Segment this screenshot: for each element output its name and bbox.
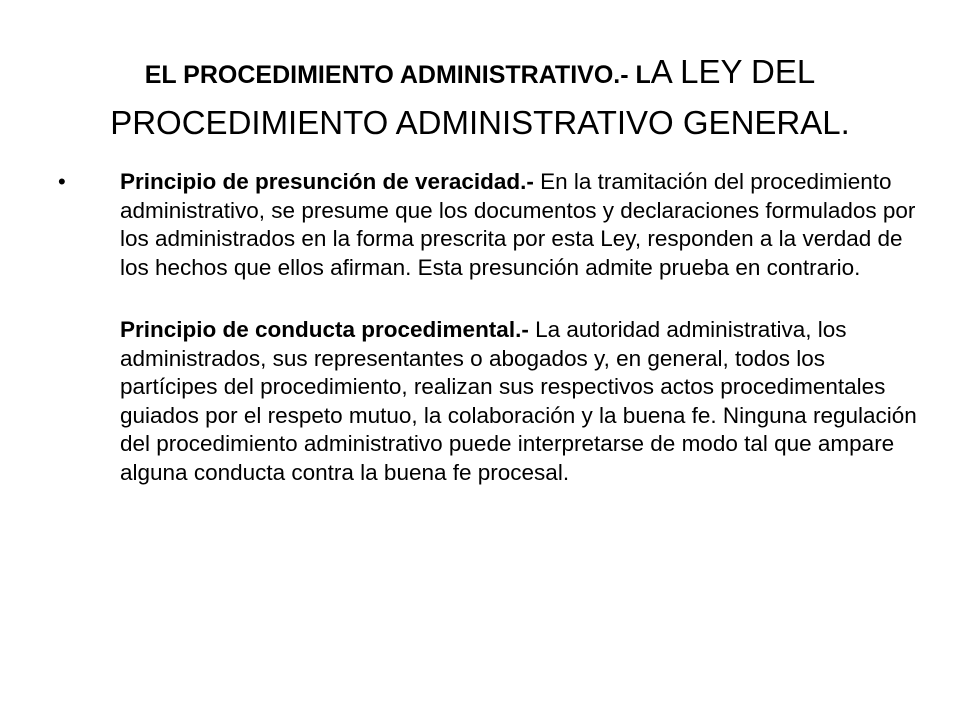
principle-paragraph-veracidad: [120, 168, 918, 282]
slide-title-regular-part: A LEY DEL PROCEDIMIENTO ADMINISTRATIVO GENERAL.: [110, 53, 850, 141]
bullet-icon: •: [58, 169, 66, 194]
slide-title: [60, 50, 900, 152]
slide-body: [58, 168, 918, 487]
principle-term: Principio de conducta procedimental.-: [120, 317, 529, 342]
principle-text: La autoridad administrativa, los administrados, sus representantes o abogados y, en general, todos los partícipes del procedimiento, realizan sus respectivos actos procedimentales guiados por el respeto mutuo, la colaboración y la buena fe. Ninguna regulación del procedimiento administrativo puede interpretarse de modo tal que ampare alguna conducta contra la buena fe procesal.: [120, 317, 917, 485]
principle-term: Principio de presunción de veracidad.-: [120, 169, 534, 194]
slide-title-bold-part: EL PROCEDIMIENTO ADMINISTRATIVO.- L: [144, 61, 651, 89]
principle-paragraph-conducta: [120, 316, 918, 487]
principle-text: En la tramitación del procedimiento administrativo, se presume que los documentos y declaraciones formulados por los administrados en la forma prescrita por esta Ley, responden a la verdad de los hechos que ellos afirman. Esta presunción admite prueba en contrario.: [120, 169, 916, 280]
